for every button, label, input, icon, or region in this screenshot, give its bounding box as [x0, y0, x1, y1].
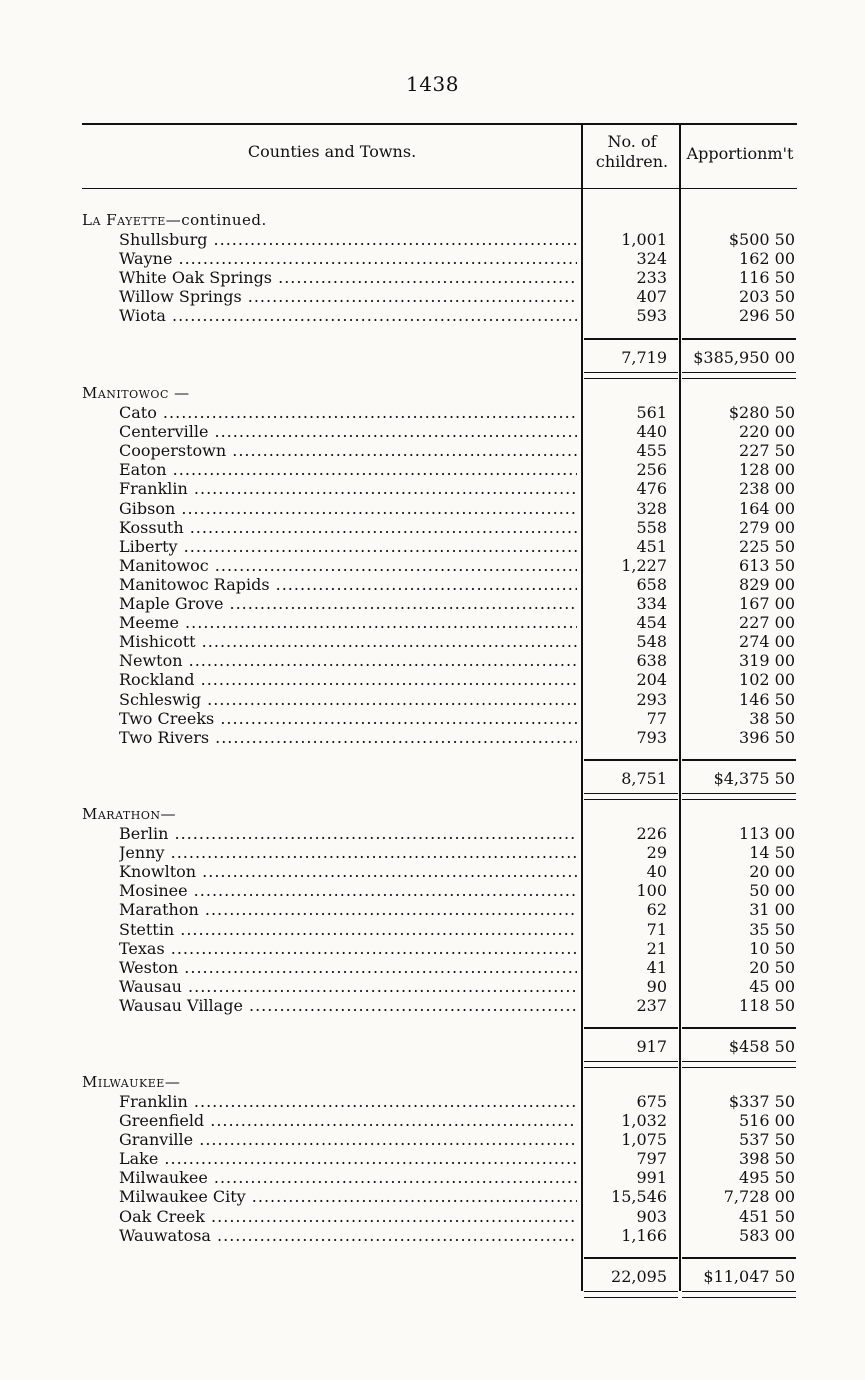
town-row	[0, 306, 865, 325]
apportionment-amount: 50 00	[749, 881, 795, 900]
county-total-row	[0, 769, 865, 789]
town-name: Liberty .....	[119, 537, 577, 556]
children-count: 548	[636, 632, 667, 651]
header-counties-and-towns: Counties and Towns.	[247, 142, 417, 161]
total-children: 917	[636, 1037, 667, 1056]
town-name: Two Creeks .....	[119, 709, 577, 728]
county-total-row	[0, 1267, 865, 1287]
total-children: 22,095	[611, 1267, 667, 1286]
apportionment-amount: 102 00	[739, 670, 795, 689]
town-name: Manitowoc .....	[119, 556, 577, 575]
town-name: Cooperstown .....	[119, 441, 577, 460]
apportionment-amount: 14 50	[749, 843, 795, 862]
town-row	[0, 1111, 865, 1130]
town-name: Shullsburg .....	[119, 230, 577, 249]
town-name: Oak Creek .....	[119, 1207, 577, 1226]
subtotal-rule-amount	[682, 338, 796, 340]
county-heading	[82, 211, 267, 230]
children-count: 90	[646, 977, 667, 996]
total-double-rule-children	[584, 1061, 678, 1068]
apportionment-amount: 167 00	[739, 594, 795, 613]
town-row	[0, 1092, 865, 1111]
apportionment-amount: 583 00	[739, 1226, 795, 1245]
total-double-rule-children	[584, 1291, 678, 1298]
town-name: Stettin .....	[119, 920, 577, 939]
apportionment-amount: 613 50	[739, 556, 795, 575]
county-name: La Fayette	[82, 211, 166, 229]
children-count: 593	[636, 306, 667, 325]
town-name: Texas .....	[119, 939, 577, 958]
children-count: 204	[636, 670, 667, 689]
town-name: Cato .....	[119, 403, 577, 422]
top-rule	[82, 123, 797, 125]
town-name: Milwaukee .....	[119, 1168, 577, 1187]
town-row	[0, 881, 865, 900]
subtotal-rule-amount	[682, 1027, 796, 1029]
town-name: Centerville .....	[119, 422, 577, 441]
header-apportionment: Apportionm't	[686, 144, 794, 163]
apportionment-amount: 516 00	[739, 1111, 795, 1130]
town-row	[0, 403, 865, 422]
total-double-rule-children	[584, 372, 678, 379]
county-heading	[82, 1073, 180, 1092]
town-row	[0, 422, 865, 441]
apportionment-amount: 45 00	[749, 977, 795, 996]
total-apportionment: $458 50	[728, 1037, 795, 1056]
town-name: Milwaukee City .....	[119, 1187, 577, 1206]
town-name: Maple Grove .....	[119, 594, 577, 613]
town-row	[0, 1130, 865, 1149]
children-count: 77	[646, 709, 667, 728]
total-double-rule-amount	[682, 1291, 796, 1298]
county-name: Marathon	[82, 805, 161, 823]
town-name: Wiota .....	[119, 306, 577, 325]
town-row	[0, 651, 865, 670]
town-row	[0, 939, 865, 958]
apportionment-amount: 225 50	[739, 537, 795, 556]
apportionment-amount: 162 00	[739, 249, 795, 268]
apportionment-amount: 227 00	[739, 613, 795, 632]
total-children: 7,719	[621, 348, 667, 367]
children-count: 293	[636, 690, 667, 709]
town-row	[0, 249, 865, 268]
county-name: Milwaukee	[82, 1073, 165, 1091]
town-row	[0, 977, 865, 996]
town-row	[0, 824, 865, 843]
town-name: Franklin .....	[119, 479, 577, 498]
apportionment-amount: 203 50	[739, 287, 795, 306]
town-row	[0, 996, 865, 1015]
children-count: 658	[636, 575, 667, 594]
children-count: 226	[636, 824, 667, 843]
county-heading-suffix: —	[168, 384, 190, 402]
county-heading	[82, 805, 176, 824]
county-heading-suffix: —	[164, 1073, 181, 1091]
apportionment-amount: $337 50	[728, 1092, 795, 1111]
apportionment-amount: 38 50	[749, 709, 795, 728]
town-row	[0, 958, 865, 977]
town-name: Greenfield .....	[119, 1111, 577, 1130]
town-row	[0, 1168, 865, 1187]
apportionment-amount: 396 50	[739, 728, 795, 747]
children-count: 15,546	[611, 1187, 667, 1206]
county-heading-suffix: —	[160, 805, 176, 823]
total-apportionment: $4,375 50	[713, 769, 795, 788]
town-row	[0, 632, 865, 651]
children-count: 1,227	[621, 556, 667, 575]
town-name: Manitowoc Rapids .....	[119, 575, 577, 594]
children-count: 256	[636, 460, 667, 479]
apportionment-amount: 31 00	[749, 900, 795, 919]
subtotal-rule-children	[584, 759, 678, 761]
children-count: 1,001	[621, 230, 667, 249]
children-count: 237	[636, 996, 667, 1015]
children-count: 476	[636, 479, 667, 498]
town-name: Gibson .....	[119, 499, 577, 518]
town-row	[0, 670, 865, 689]
header-children-line1: No. of	[607, 132, 657, 151]
county-name: Manitowoc	[82, 384, 169, 402]
header-children-line2: children.	[595, 152, 669, 171]
town-row	[0, 518, 865, 537]
town-name: Newton .....	[119, 651, 577, 670]
children-count: 41	[646, 958, 667, 977]
children-count: 29	[646, 843, 667, 862]
town-row	[0, 441, 865, 460]
children-count: 797	[636, 1149, 667, 1168]
children-count: 334	[636, 594, 667, 613]
subtotal-rule-children	[584, 338, 678, 340]
town-row	[0, 268, 865, 287]
children-count: 675	[636, 1092, 667, 1111]
children-count: 1,075	[621, 1130, 667, 1149]
town-row	[0, 843, 865, 862]
town-row	[0, 613, 865, 632]
subtotal-rule-children	[584, 1257, 678, 1259]
town-row	[0, 499, 865, 518]
header-number-of-children	[584, 132, 680, 172]
children-count: 454	[636, 613, 667, 632]
children-count: 71	[646, 920, 667, 939]
apportionment-amount: 495 50	[739, 1168, 795, 1187]
town-name: Kossuth .....	[119, 518, 577, 537]
town-row	[0, 537, 865, 556]
county-heading-suffix: —continued.	[165, 211, 267, 229]
children-count: 100	[636, 881, 667, 900]
children-count: 407	[636, 287, 667, 306]
town-name: Franklin .....	[119, 1092, 577, 1111]
children-count: 1,032	[621, 1111, 667, 1130]
town-row	[0, 575, 865, 594]
children-count: 233	[636, 268, 667, 287]
town-name: Wausau .....	[119, 977, 577, 996]
children-count: 62	[646, 900, 667, 919]
town-row	[0, 556, 865, 575]
town-row	[0, 1207, 865, 1226]
town-row	[0, 287, 865, 306]
apportionment-amount: 164 00	[739, 499, 795, 518]
subtotal-rule-children	[584, 1027, 678, 1029]
town-name: Granville .....	[119, 1130, 577, 1149]
header-rule	[82, 188, 797, 189]
total-children: 8,751	[621, 769, 667, 788]
town-row	[0, 1149, 865, 1168]
county-heading	[82, 384, 190, 403]
apportionment-amount: 274 00	[739, 632, 795, 651]
apportionment-amount: 10 50	[749, 939, 795, 958]
apportionment-amount: 118 50	[739, 996, 795, 1015]
total-double-rule-children	[584, 793, 678, 800]
children-count: 638	[636, 651, 667, 670]
children-count: 40	[646, 862, 667, 881]
children-count: 991	[636, 1168, 667, 1187]
apportionment-amount: 7,728 00	[723, 1187, 795, 1206]
apportionment-amount: 227 50	[739, 441, 795, 460]
town-row	[0, 900, 865, 919]
children-count: 793	[636, 728, 667, 747]
children-count: 328	[636, 499, 667, 518]
page-number: 1438	[406, 72, 459, 96]
town-name: Berlin .....	[119, 824, 577, 843]
town-name: Meeme .....	[119, 613, 577, 632]
town-name: Marathon .....	[119, 900, 577, 919]
town-name: Jenny .....	[119, 843, 577, 862]
town-name: Schleswig .....	[119, 690, 577, 709]
town-row	[0, 594, 865, 613]
apportionment-amount: 35 50	[749, 920, 795, 939]
children-count: 21	[646, 939, 667, 958]
children-count: 451	[636, 537, 667, 556]
town-row	[0, 728, 865, 747]
town-row	[0, 920, 865, 939]
apportionment-amount: 20 00	[749, 862, 795, 881]
apportionment-amount: 537 50	[739, 1130, 795, 1149]
town-name: Willow Springs .....	[119, 287, 577, 306]
apportionment-amount: 296 50	[739, 306, 795, 325]
apportionment-amount: 319 00	[739, 651, 795, 670]
town-name: Weston .....	[119, 958, 577, 977]
town-row	[0, 1226, 865, 1245]
town-row	[0, 1187, 865, 1206]
county-total-row	[0, 1037, 865, 1057]
apportionment-amount: 220 00	[739, 422, 795, 441]
town-name: Wausau Village .....	[119, 996, 577, 1015]
apportionment-amount: 451 50	[739, 1207, 795, 1226]
children-count: 455	[636, 441, 667, 460]
children-count: 558	[636, 518, 667, 537]
town-name: Knowlton .....	[119, 862, 577, 881]
town-name: Eaton .....	[119, 460, 577, 479]
children-count: 1,166	[621, 1226, 667, 1245]
town-row	[0, 690, 865, 709]
town-name: Rockland .....	[119, 670, 577, 689]
town-row	[0, 709, 865, 728]
apportionment-amount: 116 50	[739, 268, 795, 287]
county-total-row	[0, 348, 865, 368]
apportionment-amount: 829 00	[739, 575, 795, 594]
town-name: White Oak Springs .....	[119, 268, 577, 287]
town-row	[0, 479, 865, 498]
town-row	[0, 230, 865, 249]
children-count: 440	[636, 422, 667, 441]
town-row	[0, 460, 865, 479]
apportionment-amount: 238 00	[739, 479, 795, 498]
total-apportionment: $11,047 50	[703, 1267, 795, 1286]
children-count: 324	[636, 249, 667, 268]
town-row	[0, 862, 865, 881]
town-name: Two Rivers .....	[119, 728, 577, 747]
children-count: 903	[636, 1207, 667, 1226]
apportionment-amount: $280 50	[728, 403, 795, 422]
town-name: Lake .....	[119, 1149, 577, 1168]
apportionment-amount: 398 50	[739, 1149, 795, 1168]
total-double-rule-amount	[682, 372, 796, 379]
town-name: Mosinee .....	[119, 881, 577, 900]
total-apportionment: $385,950 00	[693, 348, 795, 367]
children-count: 561	[636, 403, 667, 422]
apportionment-amount: 146 50	[739, 690, 795, 709]
subtotal-rule-amount	[682, 759, 796, 761]
subtotal-rule-amount	[682, 1257, 796, 1259]
apportionment-amount: 113 00	[739, 824, 795, 843]
total-double-rule-amount	[682, 793, 796, 800]
apportionment-amount: 279 00	[739, 518, 795, 537]
apportionment-amount: 128 00	[739, 460, 795, 479]
town-name: Wauwatosa .....	[119, 1226, 577, 1245]
apportionment-amount: $500 50	[728, 230, 795, 249]
town-name: Wayne .....	[119, 249, 577, 268]
apportionment-amount: 20 50	[749, 958, 795, 977]
town-name: Mishicott .....	[119, 632, 577, 651]
total-double-rule-amount	[682, 1061, 796, 1068]
